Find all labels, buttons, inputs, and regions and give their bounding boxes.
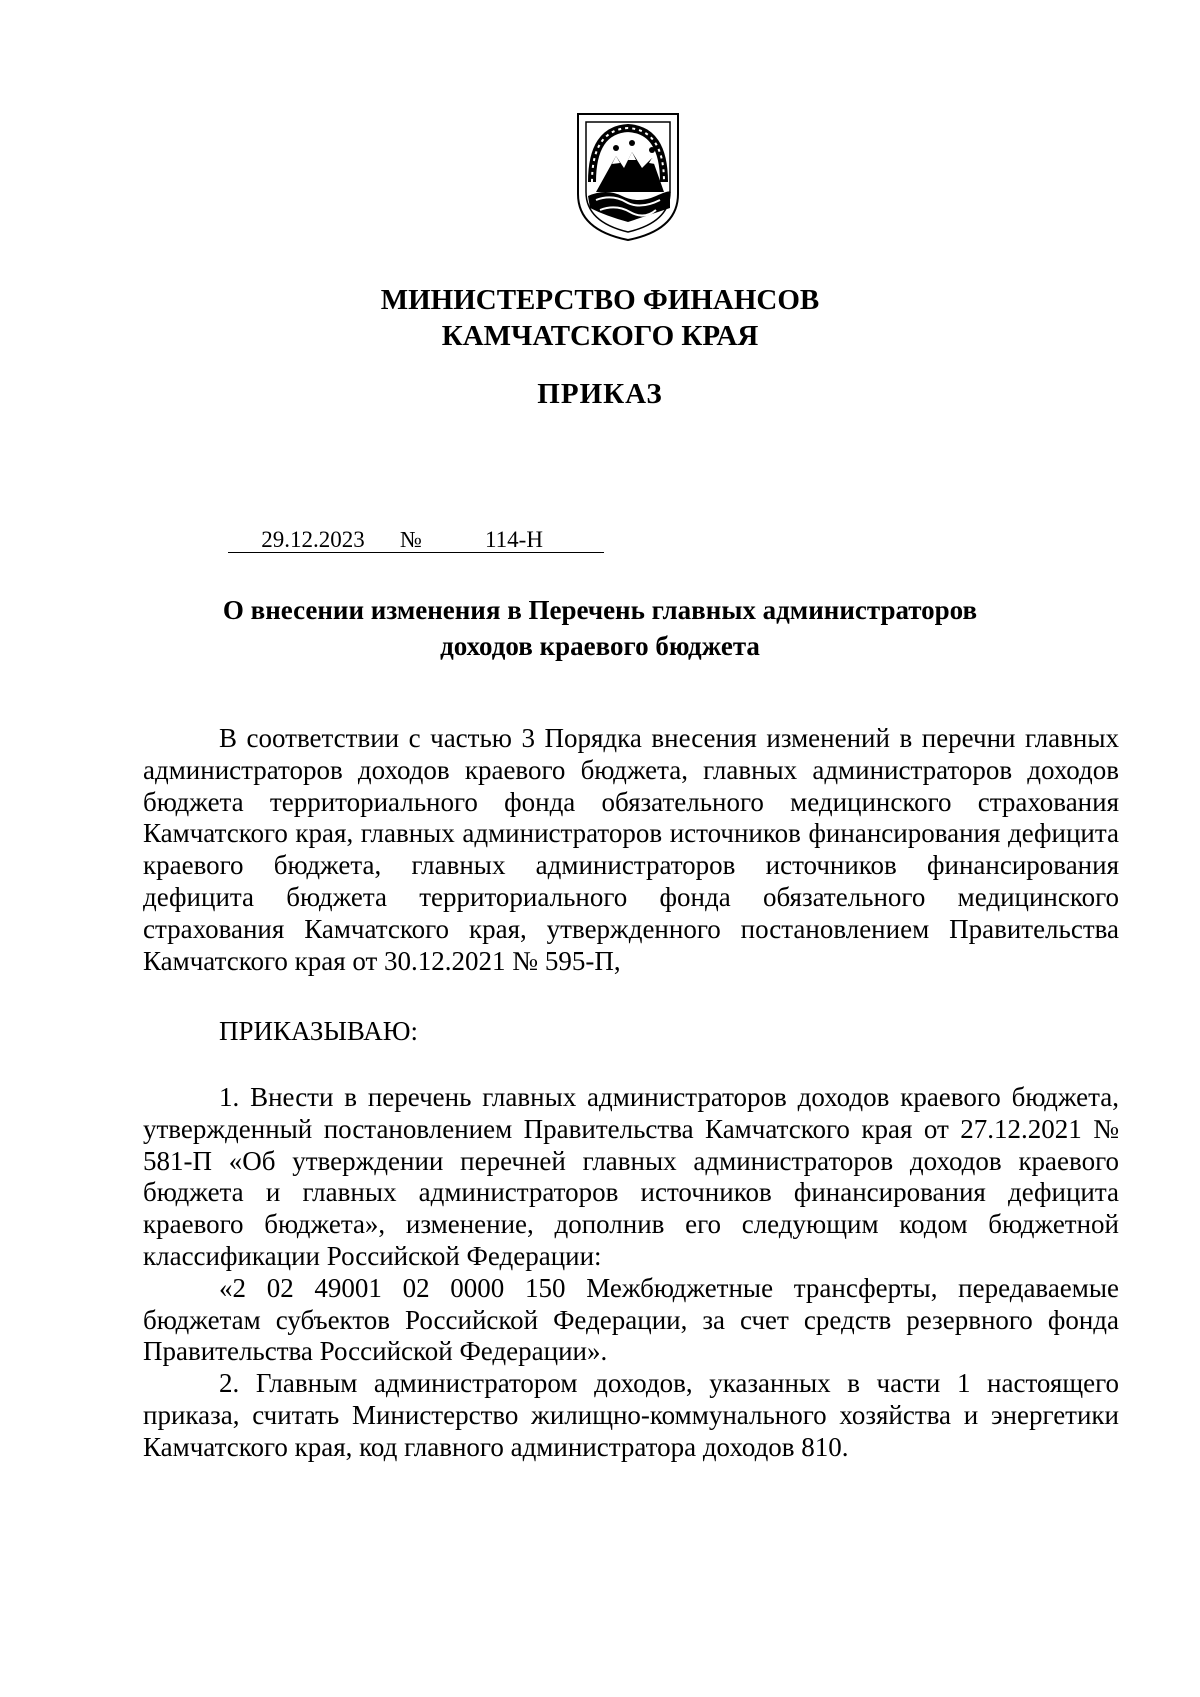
- preamble-paragraph: В соответствии с частью 3 Порядка внесения изменений в перечни главных администраторов доходов краевого бюджета, главных администраторов доходов бюджета территориального фонда обязательного медицинского страхования Камчатского края, главных администраторов источников финансирования дефицита краевого бюджета, главных администраторов источников финансирования дефицита бюджета территориального фонда обязательного медицинского страхования Камчатского края, утвержденного постановлением Правительства Камчатского края от 30.12.2021 № 595-П,: [143, 723, 1119, 976]
- document-type-title: ПРИКАЗ: [537, 378, 663, 410]
- order-subject: [0, 592, 1200, 664]
- coat-of-arms-emblem: [576, 112, 680, 242]
- order-number: 114-Н: [424, 528, 604, 553]
- ministry-header: [0, 282, 1200, 354]
- preamble-block: [143, 723, 1119, 977]
- order-items-block: [143, 1082, 1119, 1464]
- item-2-paragraph: 2. Главным администратором доходов, указанных в части 1 настоящего приказа, считать Министерство жилищно-коммунального хозяйства и энергетики Камчатского края, код главного администратора доходов 810.: [143, 1368, 1119, 1462]
- number-sign: №: [398, 528, 424, 553]
- order-word-block: [143, 1016, 1119, 1048]
- ministry-name-line2: КАМЧАТСКОГО КРАЯ: [441, 320, 759, 352]
- order-date: 29.12.2023: [228, 528, 398, 553]
- order-word: ПРИКАЗЫВАЮ:: [219, 1016, 418, 1046]
- item-1-code-paragraph: «2 02 49001 02 0000 150 Межбюджетные трансферты, передаваемые бюджетам субъектов Российской Федерации, за счет средств резервного фонда Правительства Российской Федерации».: [143, 1272, 1119, 1367]
- item-1-paragraph: 1. Внести в перечень главных администраторов доходов краевого бюджета, утвержденный постановлением Правительства Камчатского края от 27.12.2021 № 581-П «Об утверждении перечней главных администраторов доходов краевого бюджета и главных администраторов источников финансирования дефицита краевого бюджета», изменение, дополнив его следующим кодом бюджетной классификации Российской Федерации:: [143, 1082, 1119, 1271]
- order-subject-line1: О внесении изменения в Перечень главных администраторов: [222, 595, 978, 625]
- registration-line: [228, 527, 604, 553]
- ministry-name-line1: МИНИСТЕРСТВО ФИНАНСОВ: [380, 284, 820, 316]
- order-subject-line2: доходов краевого бюджета: [440, 631, 760, 661]
